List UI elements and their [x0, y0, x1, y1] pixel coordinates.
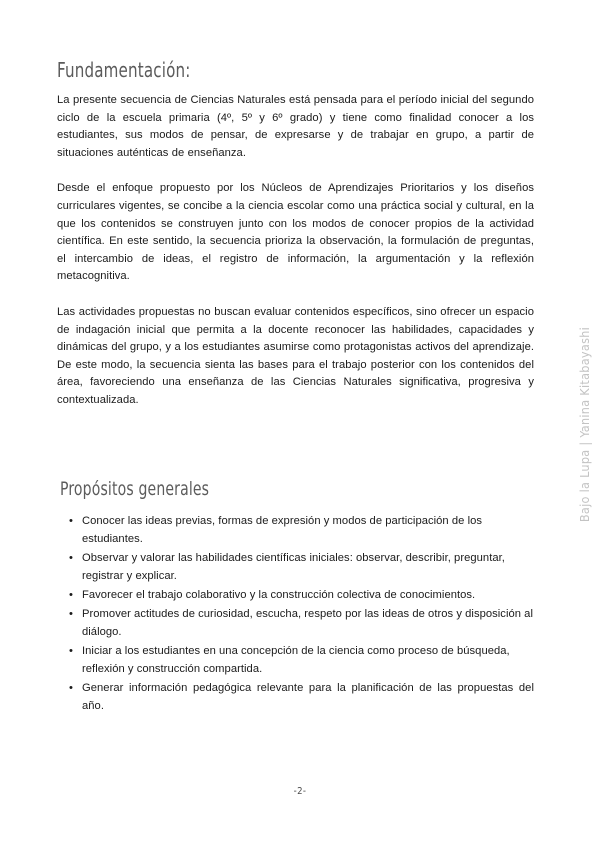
list-item — [57, 513, 534, 548]
bullet-icon: • — [69, 551, 73, 564]
list-item-text: Generar información pedagógica relevante para la planificación de las propuestas del año. — [82, 681, 534, 712]
side-credit-text: Bajo la Lupa | Yanina Kitabayashi — [577, 326, 593, 522]
list-item — [57, 587, 534, 605]
paragraph: Las actividades propuestas no buscan evaluar contenidos específicos, sino ofrecer un espacio de indagación inicial que permita a la docente reconocer las habilidades, capacidades y dinámicas del grupo, y a los estudiantes asumirse como protagonistas activos del aprendizaje. De este modo, la secuencia sienta las bases para el trabajo posterior con los contenidos del área, favoreciendo una enseñanza de las Ciencias Naturales significativa, progresiva y contextualizada. — [57, 305, 534, 406]
list-item — [57, 550, 534, 585]
list-item — [57, 643, 534, 678]
page-number: -2- — [293, 786, 307, 797]
fundamentacion-body — [57, 92, 534, 410]
bullet-icon: • — [69, 588, 73, 601]
side-credit-watermark — [570, 0, 600, 848]
list-item-text: Promover actitudes de curiosidad, escucha, respeto por las ideas de otros y disposición al diálogo. — [82, 608, 533, 638]
list-item-text: Observar y valorar las habilidades científicas iniciales: observar, describir, preguntar, registrar y explicar. — [82, 551, 505, 582]
bullet-icon: • — [69, 681, 73, 694]
section-heading-propositos-generales: Propósitos generales — [60, 478, 210, 500]
propositos-list — [57, 513, 534, 717]
list-item — [57, 680, 534, 715]
list-item-text: Conocer las ideas previas, formas de expresión y modos de participación de los estudiantes. — [82, 515, 483, 545]
paragraph: Desde el enfoque propuesto por los Núcleos de Aprendizajes Prioritarios y los diseños curriculares vigentes, se concibe a la ciencia escolar como una práctica social y cultural, en la que los contenidos se construyen junto con los modos de conocer propios de la actividad científica. En este sentido, la secuencia prioriza la observación, la formulación de preguntas, el intercambio de ideas, el registro de información, la argumentación y la reflexión metacognitiva. — [57, 182, 534, 283]
bullet-icon: • — [69, 608, 73, 621]
bullet-icon: • — [69, 644, 73, 657]
list-item-text: Iniciar a los estudiantes en una concepción de la ciencia como proceso de búsqueda, reflexión y construcción compartida. — [82, 644, 510, 675]
bullet-icon: • — [69, 515, 73, 527]
list-item-text: Favorecer el trabajo colaborativo y la construcción colectiva de conocimientos. — [82, 588, 476, 601]
paragraph: La presente secuencia de Ciencias Naturales está pensada para el período inicial del segundo ciclo de la escuela primaria (4º, 5º y 6º grado) y tiene como finalidad conocer a los estudiantes, sus modos de pensar, de expresarse y de trabajar en grupo, a partir de situaciones auténticas de enseñanza. — [57, 94, 534, 159]
section-heading-fundamentacion: Fundamentación: — [57, 58, 191, 82]
list-item — [57, 606, 534, 641]
